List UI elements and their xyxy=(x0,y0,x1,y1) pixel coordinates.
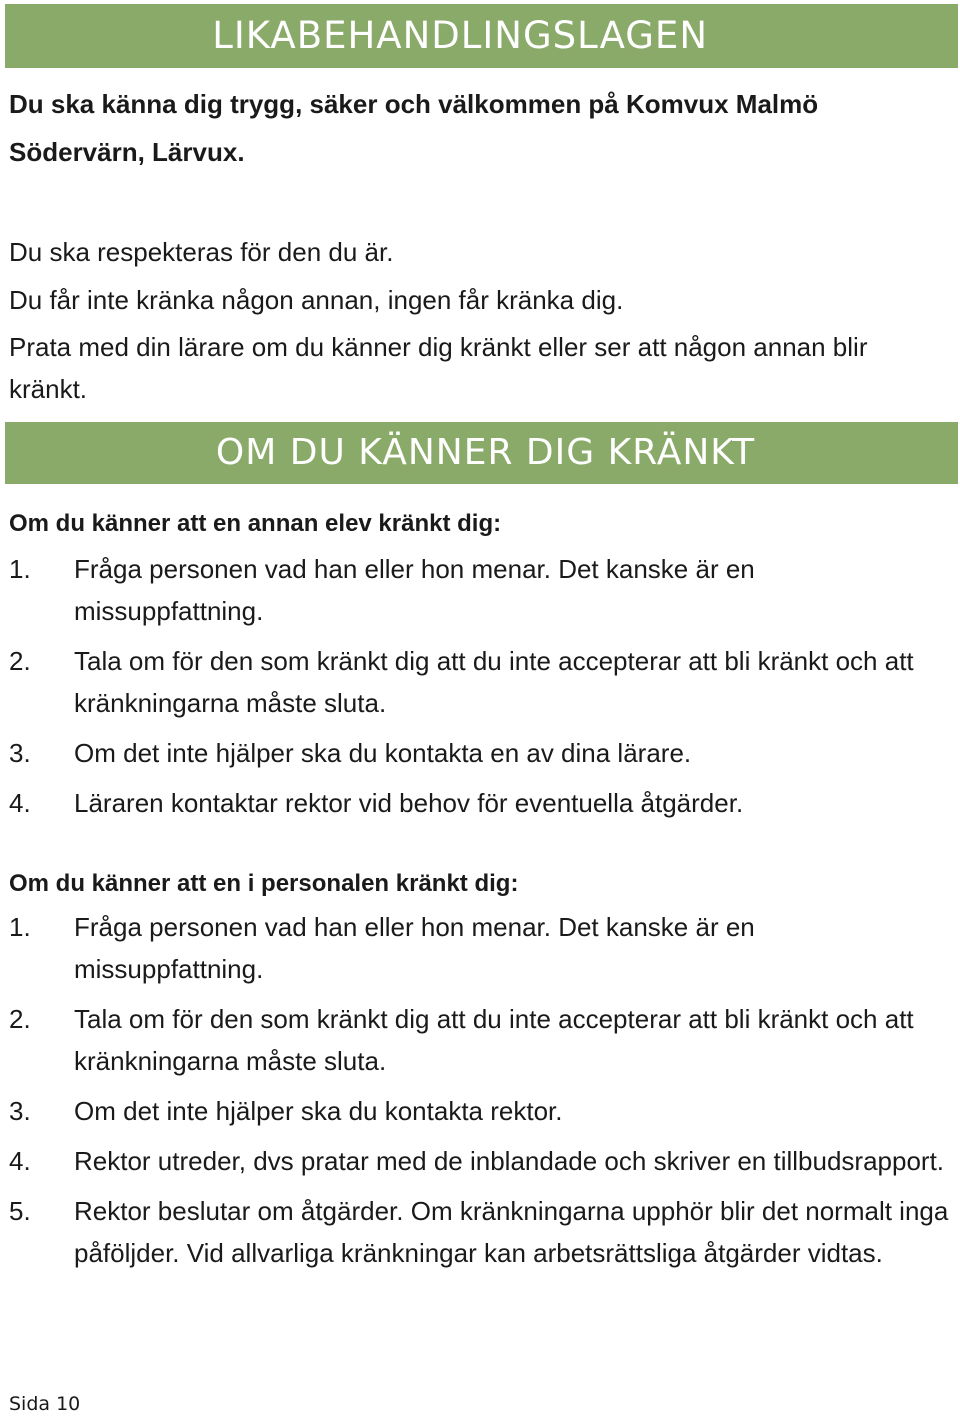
section-title: OM DU KÄNNER DIG KRÄNKT xyxy=(215,432,756,473)
step-number: 4. xyxy=(9,788,31,818)
step-number: 3. xyxy=(9,1096,31,1126)
list-item xyxy=(9,1140,949,1182)
section-title-banner xyxy=(5,422,958,484)
step-text: Läraren kontaktar rektor vid behov för eventuella åtgärder. xyxy=(74,788,744,818)
list-item xyxy=(9,906,949,990)
list-item xyxy=(9,732,949,774)
main-title: LIKABEHANDLINGSLAGEN xyxy=(212,14,708,57)
intro-line-1: Du ska respekteras för den du är. xyxy=(9,237,394,267)
intro-respect-text xyxy=(9,228,949,324)
intro-line-2: Du får inte kränka någon annan, ingen får kränka dig. xyxy=(9,285,624,315)
student-steps-list xyxy=(9,548,949,832)
list-item xyxy=(9,1090,949,1132)
step-text: Om det inte hjälper ska du kontakta en av dina lärare. xyxy=(74,738,692,768)
step-number: 3. xyxy=(9,738,31,768)
step-text: Fråga personen vad han eller hon menar. Det kanske är en missuppfattning. xyxy=(74,912,755,984)
step-text: Om det inte hjälper ska du kontakta rektor. xyxy=(74,1096,563,1126)
list-item xyxy=(9,782,949,824)
staff-steps-list xyxy=(9,906,949,1282)
list-item xyxy=(9,548,949,632)
student-section-heading: Om du känner att en annan elev kränkt dig: xyxy=(9,510,502,537)
step-text: Rektor utreder, dvs pratar med de inblandade och skriver en tillbudsrapport. xyxy=(74,1146,945,1176)
staff-section-heading: Om du känner att en i personalen kränkt dig: xyxy=(9,870,519,897)
page-number: Sida 10 xyxy=(9,1393,81,1415)
step-text: Fråga personen vad han eller hon menar. Det kanske är en missuppfattning. xyxy=(74,554,755,626)
step-number: 2. xyxy=(9,1004,31,1034)
intro-welcome-text: Du ska känna dig trygg, säker och välkommen på Komvux Malmö Södervärn, Lärvux. xyxy=(9,89,819,167)
step-number: 4. xyxy=(9,1146,31,1176)
list-item xyxy=(9,1190,949,1274)
main-title-banner xyxy=(5,4,958,68)
list-item xyxy=(9,640,949,724)
step-number: 2. xyxy=(9,646,31,676)
step-number: 1. xyxy=(9,554,31,584)
list-item xyxy=(9,998,949,1082)
step-text: Rektor beslutar om åtgärder. Om kränkningarna upphör blir det normalt inga påföljder. Vid allvarliga kränkningar kan arbetsrättsliga åtgärder vidtas. xyxy=(74,1196,949,1268)
step-number: 5. xyxy=(9,1196,31,1226)
step-number: 1. xyxy=(9,912,31,942)
intro-line-3: Prata med din lärare om du känner dig kränkt eller ser att någon annan blir kränkt. xyxy=(9,332,868,404)
step-text: Tala om för den som kränkt dig att du inte accepterar att bli kränkt och att kränkningarna måste sluta. xyxy=(74,1004,914,1076)
step-text: Tala om för den som kränkt dig att du inte accepterar att bli kränkt och att kränkningarna måste sluta. xyxy=(74,646,914,718)
